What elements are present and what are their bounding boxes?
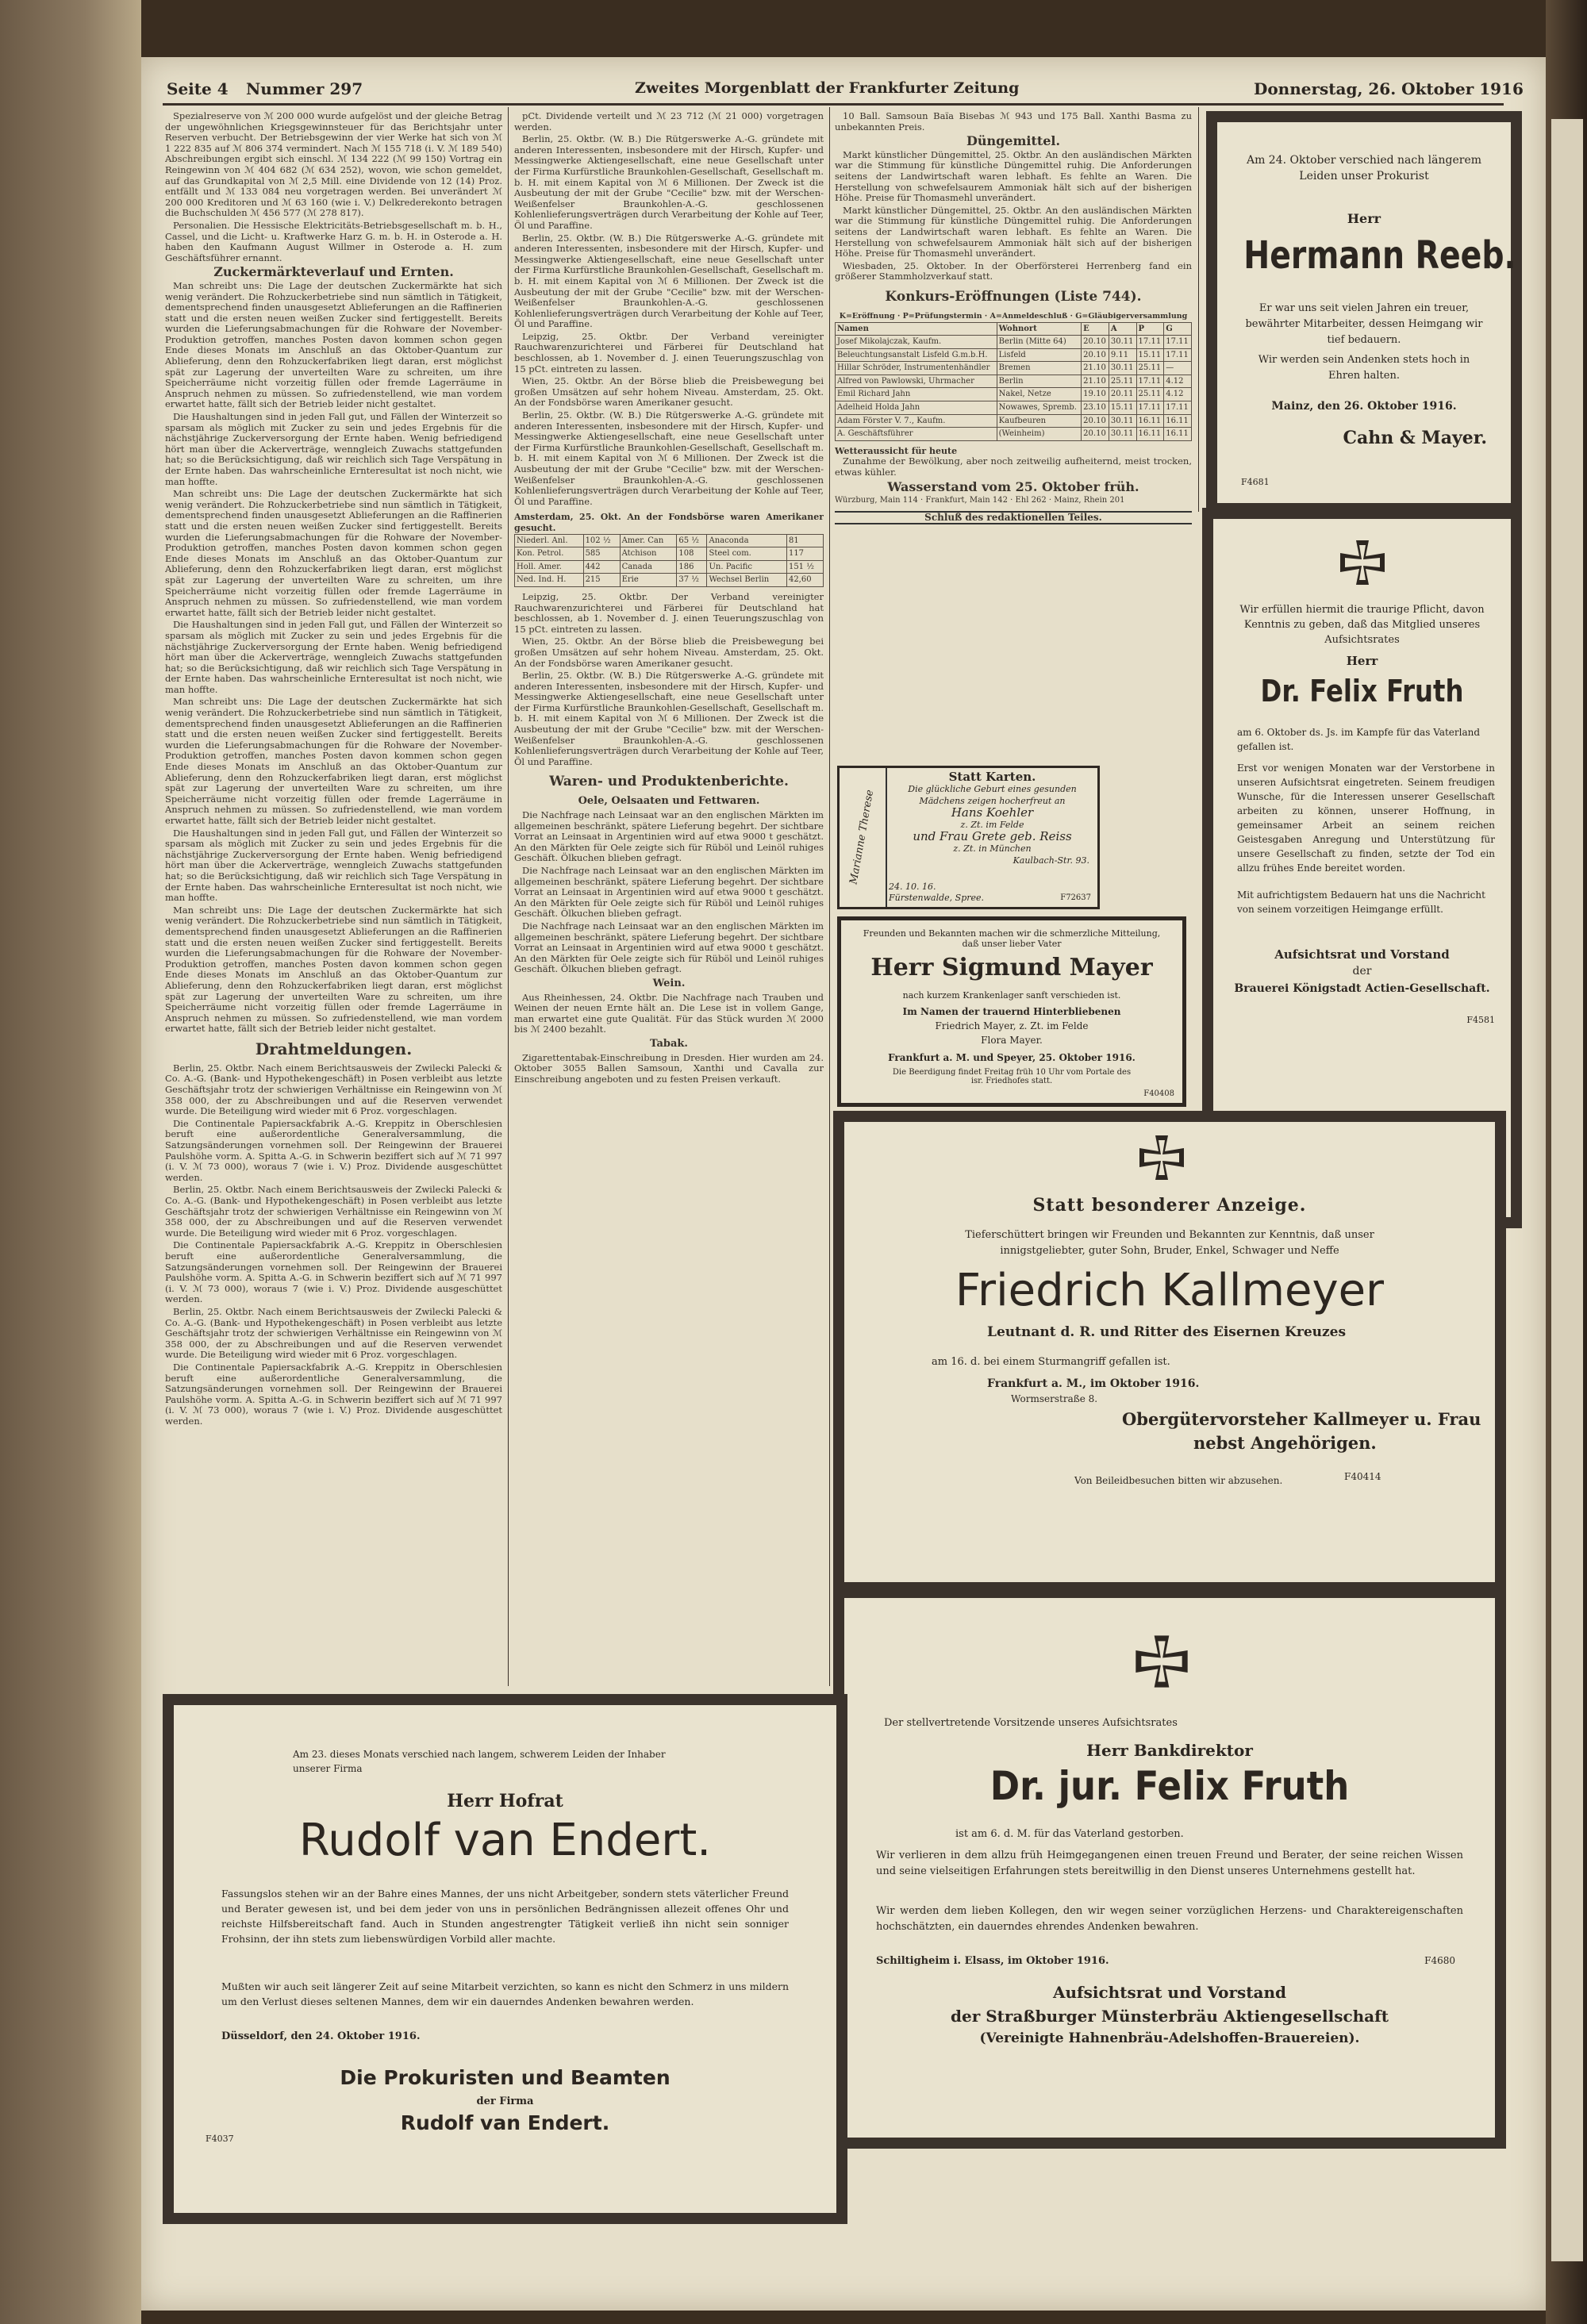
table-cell: 442: [583, 560, 620, 574]
table-cell: Nakel, Netze: [997, 388, 1082, 401]
table-cell: 17.11: [1136, 401, 1164, 415]
table-row: [515, 574, 824, 587]
ad-text: Von Beileidbesuchen bitten wir abzusehen.: [1074, 1475, 1283, 1486]
article: Die Continentale Papiersackfabrik A.-G. Kreppitz in Oberschlesien beruft eine außerordentliche Generalversammlung, die Satzungsänderungen vornehmen soll. Der Reingewinn der Brauerei Paulshöhe vorm. A. Spitta A.-G. in Schwerin beziffert sich auf ℳ 71 997 (i. V. ℳ 73 000), woraus 7 (wie i. V.) Proz. Dividende ausgeschüttet werden.: [165, 1239, 502, 1305]
table-cell: 16.11: [1136, 414, 1164, 428]
article: Die Nachfrage nach Leinsaat war an den englischen Märkten im allgemeinen beschränkt, spätere Lieferung begehrt. Der sichtbare Vorrat an Leinsaat in Argentinien wird auf etwa 9000 t geschätzt. An den Märkten für Oele zeigte sich für Rüböl und Leinöl ruhiges Geschäft. Ölkuchen blieben gefragt.: [514, 920, 824, 975]
section-heading: Düngemittel.: [966, 133, 1061, 149]
table-cell: 20.10: [1082, 348, 1109, 362]
article: Wien, 25. Oktbr. An der Börse blieb die Preisbewegung bei großen Umsätzen auf sehr hohem Niveau. Amsterdam, 25. Okt. An der Fondsbörse waren Amerikaner gesucht.: [514, 375, 824, 409]
deceased-rank: Leutnant d. R. und Ritter des Eisernen Kreuzes: [987, 1324, 1347, 1340]
ad-place-date: Schiltigheim i. Elsass, im Oktober 1916.: [876, 1955, 1109, 1967]
table-cell: Adam Förster V. 7., Kaufm.: [836, 414, 997, 428]
table-cell: Emil Richard Jahn: [836, 388, 997, 401]
section-heading: Waren- und Produktenberichte.: [549, 774, 789, 790]
ad-text: am 16. d. bei einem Sturmangriff gefallen ist.: [932, 1356, 1170, 1368]
water-level-values: Würzburg, Main 114 · Frankfurt, Main 142 · Ehl 262 · Mainz, Rhein 201: [835, 496, 1125, 505]
table-header-cell: A: [1109, 322, 1136, 336]
ad-text: unserer Firma: [293, 1763, 363, 1774]
ad-text: Freunden und Bekannten machen wir die schmerzliche Mitteilung, daß unser lieber Vater: [863, 928, 1161, 949]
ad-text: Die Beerdigung findet Freitag früh 10 Uhr vom Portale des isr. Friedhofes statt.: [892, 1068, 1132, 1085]
baby-name: Marianne Therese: [847, 789, 877, 885]
ad-address: Kaulbach-Str. 93.: [1013, 855, 1089, 866]
table-cell: 23.10: [1082, 401, 1109, 415]
ad-text: Im Namen der trauernd Hinterbliebenen: [902, 1006, 1121, 1017]
signatory: Aufsichtsrat und Vorstand: [1052, 1983, 1286, 2002]
ad-text: Herr Bankdirektor: [1086, 1741, 1253, 1760]
table-cell: Wechsel Berlin: [707, 574, 786, 587]
water-level-title: Wasserstand vom 25. Oktober früh.: [887, 478, 1139, 494]
table-cell: 30.11: [1109, 362, 1136, 375]
mayer-obituary: [837, 916, 1186, 1107]
article: Berlin, 25. Oktbr. (W. B.) Die Rütgerswerke A.-G. gründete mit anderen Interessenten, insbesondere mit der Hirsch, Kupfer- und Messingwerke Aktiengesellschaft, eine neue Gesellschaft unter der Firma Kurfürstliche Braunkohlen-Gesellschaft, Gesellschaft m. b. H. mit einem Kapital von ℳ 6 Millionen. Der Zweck ist die Ausbeutung der mit der Grube "Cecilie" bzw. mit der Werschen-Weißenfelser Braunkohlen-A.-G. geschlossenen Kohlenlieferungsverträgen durch Verarbeitung der Kohle auf Teer, Öl und Paraffine.: [514, 409, 824, 507]
table-cell: 186: [677, 560, 707, 574]
page-header: [159, 79, 1524, 102]
article: Berlin, 25. Oktbr. Nach einem Berichtsausweis der Zwilecki Palecki & Co. A.-G. (Bank- und Hypothekengeschäft) in Posen verbleibt aus letzte Geschäftsjahr trotz der schwierigen Verhältnisse ein Reingewinn von ℳ 358 000, der zu Abschreibungen und auf die Reserven verwendet wurde. Die Beteiligung wird wieder mit 6 Proz. vorgeschlagen.: [165, 1184, 502, 1239]
table-cell: Beleuchtungsanstalt Lisfeld G.m.b.H.: [836, 348, 997, 362]
issue-number: Nummer 297: [246, 79, 363, 98]
table-cell: 21.10: [1082, 375, 1109, 388]
table-cell: (Weinheim): [997, 428, 1082, 441]
header-rule: [163, 103, 1504, 106]
table-header-cell: G: [1164, 322, 1192, 336]
table-cell: Un. Pacific: [707, 560, 786, 574]
ad-code: F40408: [1143, 1089, 1174, 1098]
table-cell: A. Geschäftsführer: [836, 428, 997, 441]
table-row: [836, 336, 1192, 349]
ad-text: z. Zt. in München: [953, 843, 1032, 854]
table-cell: 20.10: [1082, 336, 1109, 349]
ad-place-date: Düsseldorf, den 24. Oktober 1916.: [221, 2030, 421, 2042]
column-rule: [829, 107, 830, 1686]
table-cell: Bremen: [997, 362, 1082, 375]
reeb-obituary: [1206, 111, 1522, 514]
iron-cross-icon: [1134, 1634, 1189, 1689]
fruth-obituary-muensterbraeu: [833, 1587, 1506, 2149]
table-cell: 20.10: [1082, 428, 1109, 441]
ad-text: Der stellvertretende Vorsitzende unseres Aufsichtsrates: [884, 1717, 1178, 1729]
ad-text: Fassungslos stehen wir an der Bahre eines Mannes, der uns nicht Arbeitgeber, sondern stets väterlicher Freund und Berater gewesen ist, und bei dem jeder von uns in persönlichen Bedrängnissen allezeit offenes Ohr und reichste Hilfsbereitschaft fand. Auch in Stunden angestrengter Tätigkeit verließ ihn nicht sein sonniger Frohsinn, der ihn stets zum liebenswürdigen Vorbild aller machte.: [221, 1888, 789, 1945]
ad-text: Wir erfüllen hiermit die traurige Pflicht, davon Kenntnis zu geben, daß das Mitglied unseres Aufsichtsrates: [1239, 604, 1485, 646]
signatory: Aufsichtsrat und Vorstand: [1274, 947, 1450, 962]
deceased-name: Hermann Reeb.: [1243, 233, 1516, 278]
ad-place-date: Mainz, den 26. Oktober 1916.: [1271, 400, 1457, 413]
ad-text: Mit aufrichtigstem Bedauern hat uns die Nachricht von seinem vorzeitigen Heimgange erfüllt.: [1237, 889, 1485, 915]
table-cell: 108: [677, 547, 707, 561]
ad-text: Am 24. Oktober verschied nach längerem: [1246, 154, 1482, 167]
signatory: Die Prokuristen und Beamten: [340, 2066, 671, 2089]
table-cell: 15.11: [1136, 348, 1164, 362]
signatory: der Straßburger Münsterbräu Aktiengesellschaft: [951, 2007, 1389, 2026]
table-cell: Adelheid Holda Jahn: [836, 401, 997, 415]
article: Personalien. Die Hessische Elektricitäts-Betriebsgesellschaft m. b. H., Cassel, und die Licht- u. Kraftwerke Harz G. m. b. H. in Osterode a. H. haben den Kaufmann August Willmer in Osterode a. H. zum Geschäftsführer ernannt.: [165, 219, 502, 263]
table-cell: 17.11: [1136, 375, 1164, 388]
deceased-name: Herr Sigmund Mayer: [870, 954, 1153, 981]
table-cell: 16.11: [1136, 428, 1164, 441]
table-cell: Niederl. Anl.: [515, 534, 584, 547]
table-cell: Berlin: [997, 375, 1082, 388]
table-row: [836, 362, 1192, 375]
ad-text: Leiden unser Prokurist: [1299, 170, 1429, 182]
konkurs-table: [835, 322, 1192, 441]
ad-text: Flora Mayer.: [981, 1035, 1043, 1046]
article: Man schreibt uns: Die Lage der deutschen Zuckermärkte hat sich wenig verändert. Die Rohzuckerbetriebe sind nun sämtlich in Tätigkeit, dementsprechend finden unausgesetzt Ablieferungen an die Raffinerien statt und die ersten neuen weißen Zucker sind fertiggestellt. Bereits wurden die Lieferungsabmachungen für die Rohware der November-Produktion getroffen, manches Posten davon kommen schon gegen Ende dieses Monats im Anschluß an das Oktober-Quantum zur Ablieferung, denn den Rohzuckerfabriken liegt daran, erst möglichst spät zur Lagerung der unverteilten Ware zu schreiten, um ihre Speicherräume nicht vorzeitig füllen oder fremde Lagerräume in Anspruch nehmen zu müssen. So zufriedenstellend, wie man vordem erwartet hatte, fällt sich der Betrieb leider nicht gestaltet.: [165, 904, 502, 1035]
ad-text: Mädchens zeigen hocherfreut an: [919, 796, 1066, 806]
ad-text: Die glückliche Geburt eines gesunden: [908, 784, 1077, 794]
ad-title: Statt Karten.: [948, 770, 1036, 784]
column-rule: [1198, 107, 1199, 512]
table-cell: 16.11: [1164, 414, 1192, 428]
ad-place: Fürstenwalde, Spree.: [889, 893, 985, 903]
ad-code: F4681: [1241, 477, 1270, 487]
book-binding: [0, 0, 141, 2324]
signatory: der: [1352, 965, 1372, 978]
section-heading: Zuckermärkteverlauf und Ernten.: [213, 264, 454, 280]
sub-heading: Oele, Oelsaaten und Fettwaren.: [578, 795, 760, 808]
table-cell: 30.11: [1109, 428, 1136, 441]
endert-obituary: [163, 1694, 847, 2224]
article: Berlin, 25. Oktbr. (W. B.) Die Rütgerswerke A.-G. gründete mit anderen Interessenten, insbesondere mit der Hirsch, Kupfer- und Messingwerke Aktiengesellschaft, eine neue Gesellschaft unter der Firma Kurfürstliche Braunkohlen-Gesellschaft, Gesellschaft m. b. H. mit einem Kapital von ℳ 6 Millionen. Der Zweck ist die Ausbeutung der mit der Grube "Cecilie" bzw. mit der Werschen-Weißenfelser Braunkohlen-A.-G. geschlossenen Kohlenlieferungsverträgen durch Verarbeitung der Kohle auf Teer, Öl und Paraffine.: [514, 133, 824, 231]
article: Berlin, 25. Oktbr. (W. B.) Die Rütgerswerke A.-G. gründete mit anderen Interessenten, insbesondere mit der Hirsch, Kupfer- und Messingwerke Aktiengesellschaft, eine neue Gesellschaft unter der Firma Kurfürstliche Braunkohlen-Gesellschaft, Gesellschaft m. b. H. mit einem Kapital von ℳ 6 Millionen. Der Zweck ist die Ausbeutung der mit der Grube "Cecilie" bzw. mit der Werschen-Weißenfelser Braunkohlen-A.-G. geschlossenen Kohlenlieferungsverträgen durch Verarbeitung der Kohle auf Teer, Öl und Paraffine.: [514, 232, 824, 330]
ad-text: Herr Hofrat: [447, 1791, 563, 1811]
table-cell: Steel com.: [707, 547, 786, 561]
ad-code: F40414: [1344, 1471, 1381, 1482]
ad-date: 24. 10. 16.: [889, 882, 936, 892]
table-cell: 19.10: [1082, 388, 1109, 401]
paper-title: Zweites Morgenblatt der Frankfurter Zeitung: [635, 79, 1020, 97]
sub-heading: Wein.: [652, 977, 686, 989]
quotes-title: Amsterdam, 25. Okt. An der Fondsbörse waren Amerikaner gesucht.: [514, 512, 824, 533]
article: Die Haushaltungen sind in jeden Fall gut, und Fällen der Winterzeit so sparsam als möglich mit Zucker zu sein und jedes Ergebnis für die nächstjährige Zuckerversorgung der Ernte haben. Wenig befriedigend hört man über die Ackerverträge, wenngleich Zuwachs stattgefunden hat; so die Berücksichtigung, daß wir reichlich sich Tage Verspätung in der Ernte haben. Das wahrscheinliche Ernteresultat ist noch nicht, wie man hoffte.: [165, 619, 502, 695]
table-row: [515, 560, 824, 574]
article: Man schreibt uns: Die Lage der deutschen Zuckermärkte hat sich wenig verändert. Die Rohzuckerbetriebe sind nun sämtlich in Tätigkeit, dementsprechend finden unausgesetzt Ablieferungen an die Raffinerien statt und die ersten neuen weißen Zucker sind fertiggestellt. Bereits wurden die Lieferungsabmachungen für die Rohware der November-Produktion getroffen, manches Posten davon kommen schon gegen Ende dieses Monats im Anschluß an das Oktober-Quantum zur Ablieferung, denn den Rohzuckerfabriken liegt daran, erst möglichst spät zur Lagerung der unverteilten Ware zu schreiten, um ihre Speicherräume nicht vorzeitig füllen oder fremde Lagerräume in Anspruch nehmen zu müssen. So zufriedenstellend, wie man vordem erwartet hatte, fällt sich der Betrieb leider nicht gestaltet.: [165, 279, 502, 410]
table-header-cell: P: [1136, 322, 1164, 336]
table-cell: 25.11: [1109, 375, 1136, 388]
ad-address: Wormserstraße 8.: [1011, 1393, 1098, 1404]
article: pCt. Dividende verteilt und ℳ 23 712 (ℳ 21 000) vorgetragen werden.: [514, 111, 824, 133]
ad-text: Tieferschüttert bringen wir Freunden und Bekannten zur Kenntnis, daß unser: [965, 1229, 1374, 1241]
ad-text: nach kurzem Krankenlager sanft verschieden ist.: [902, 990, 1121, 1001]
column-rule: [508, 107, 509, 1686]
article: Die Continentale Papiersackfabrik A.-G. Kreppitz in Oberschlesien beruft eine außerordentliche Generalversammlung, die Satzungsänderungen vornehmen soll. Der Reingewinn der Brauerei Paulshöhe vorm. A. Spitta A.-G. in Schwerin beziffert sich auf ℳ 71 997 (i. V. ℳ 73 000), woraus 7 (wie i. V.) Proz. Dividende ausgeschüttet werden.: [165, 1361, 502, 1427]
table-cell: 65 ½: [677, 534, 707, 547]
table-cell: Lisfeld: [997, 348, 1082, 362]
table-cell: Erie: [620, 574, 677, 587]
table-cell: 151 ½: [786, 560, 823, 574]
iron-cross-icon: [1339, 539, 1386, 586]
ad-text: Wir werden sein Andenken stets hoch in Ehren halten.: [1258, 354, 1470, 382]
page-number: Seite 4: [167, 79, 229, 98]
ad-text: Am 23. dieses Monats verschied nach langem, schwerem Leiden der Inhaber: [293, 1749, 666, 1760]
article: Die Nachfrage nach Leinsaat war an den englischen Märkten im allgemeinen beschränkt, spätere Lieferung begehrt. Der sichtbare Vorrat an Leinsaat in Argentinien wird auf etwa 9000 t geschätzt. An den Märkten für Oele zeigte sich für Rüböl und Leinöl ruhiges Geschäft. Ölkuchen blieben gefragt.: [514, 865, 824, 920]
deceased-name: Dr. Felix Fruth: [1260, 674, 1464, 709]
article: Zigarettentabak-Einschreibung in Dresden. Hier wurden am 24. Oktober 3055 Ballen Samsoun, Xanthi und Cavalla zur Einschreibung angeboten und zu festen Preisen verkauft.: [514, 1051, 824, 1085]
birth-announcement: [837, 766, 1100, 909]
table-row: [836, 414, 1192, 428]
table-cell: Kaufbeuren: [997, 414, 1082, 428]
article: Leipzig, 25. Oktbr. Der Verband vereinigter Rauchwarenzurichterei und Färberei für Deutschland hat beschlossen, ab 1. November d. J. einen Teuerungszuschlag von 15 pCt. eintreten zu lassen.: [514, 330, 824, 375]
table-cell: 25.11: [1136, 362, 1164, 375]
iron-cross-icon: [1138, 1134, 1185, 1181]
ad-place-date: Frankfurt a. M., im Oktober 1916.: [987, 1377, 1200, 1390]
ad-text: Herr: [1346, 654, 1378, 668]
signatory: Rudolf van Endert.: [400, 2111, 610, 2134]
table-cell: 21.10: [1082, 362, 1109, 375]
ad-text: Wir verlieren in dem allzu früh Heimgegangenen einen treuen Freund und Berater, der seine reichen Wissen und seine vielseitigen Erfahrungen stets bereitwillig in den Dienst unseres Unternehmens gestellt hat.: [876, 1850, 1463, 1877]
table-cell: Atchison: [620, 547, 677, 561]
weather-title: Wetteraussicht für heute: [835, 445, 958, 456]
article: Die Haushaltungen sind in jeden Fall gut, und Fällen der Winterzeit so sparsam als möglich mit Zucker zu sein und jedes Ergebnis für die nächstjährige Zuckerversorgung der Ernte haben. Wenig befriedigend hört man über die Ackerverträge, wenngleich Zuwachs stattgefunden hat; so die Berücksichtigung, daß wir reichlich sich Tage Verspätung in der Ernte haben. Das wahrscheinliche Ernteresultat ist noch nicht, wie man hoffte.: [165, 411, 502, 487]
table-cell: Nowawes, Spremb.: [997, 401, 1082, 415]
table-cell: Berlin (Mitte 64): [997, 336, 1082, 349]
table-cell: Amer. Can: [620, 534, 677, 547]
signatory: Obergütervorsteher Kallmeyer u. Frau: [1122, 1409, 1481, 1429]
editorial-end: Schluß des redaktionellen Teiles.: [835, 511, 1192, 525]
ad-text: ist am 6. d. M. für das Vaterland gestorben.: [955, 1828, 1184, 1840]
table-header-cell: Wohnort: [997, 322, 1082, 336]
table-header-cell: Namen: [836, 322, 997, 336]
article: Aus Rheinhessen, 24. Oktbr. Die Nachfrage nach Trauben und Weinen der neuen Ernte hält an. Die Lese ist in vollem Gange, man erwartet eine gute Qualität. Für das Stück wurden ℳ 2000 bis ℳ 2400 bezahlt.: [514, 991, 824, 1035]
ad-place-date: Frankfurt a. M. und Speyer, 25. Oktober 1916.: [888, 1052, 1135, 1063]
table-cell: 17.11: [1164, 348, 1192, 362]
article: Wiesbaden, 25. Oktober. In der Oberförsterei Herrenberg fand ein größerer Stammholzverkauf statt.: [835, 259, 1192, 282]
ad-code: F4680: [1424, 1955, 1455, 1966]
table-cell: Holl. Amer.: [515, 560, 584, 574]
amsterdam-quotes: [514, 512, 824, 587]
ad-code: F4581: [1466, 1015, 1495, 1025]
deceased-name: Dr. jur. Felix Fruth: [989, 1763, 1350, 1809]
ad-text: innigstgeliebter, guter Sohn, Bruder, Enkel, Schwager und Neffe: [1000, 1245, 1339, 1257]
table-cell: 9.11: [1109, 348, 1136, 362]
article: Man schreibt uns: Die Lage der deutschen Zuckermärkte hat sich wenig verändert. Die Rohzuckerbetriebe sind nun sämtlich in Tätigkeit, dementsprechend finden unausgesetzt Ablieferungen an die Raffinerien statt und die ersten neuen weißen Zucker sind fertiggestellt. Bereits wurden die Lieferungsabmachungen für die Rohware der November-Produktion getroffen, manches Posten davon kommen schon gegen Ende dieses Monats im Anschluß an das Oktober-Quantum zur Ablieferung, denn den Rohzuckerfabriken liegt daran, erst möglichst spät zur Lagerung der unverteilten Ware zu schreiten, um ihre Speicherräume nicht vorzeitig füllen oder fremde Lagerräume in Anspruch nehmen zu müssen. So zufriedenstellend, wie man vordem erwartet hatte, fällt sich der Betrieb leider nicht gestaltet.: [165, 696, 502, 826]
table-cell: Josef Mikolajczak, Kaufm.: [836, 336, 997, 349]
table-cell: 17.11: [1136, 336, 1164, 349]
article: Die Continentale Papiersackfabrik A.-G. Kreppitz in Oberschlesien beruft eine außerordentliche Generalversammlung, die Satzungsänderungen vornehmen soll. Der Reingewinn der Brauerei Paulshöhe vorm. A. Spitta A.-G. in Schwerin beziffert sich auf ℳ 71 997 (i. V. ℳ 73 000), woraus 7 (wie i. V.) Proz. Dividende ausgeschüttet werden.: [165, 1117, 502, 1183]
kallmeyer-obituary: [833, 1111, 1506, 1593]
table-cell: Kon. Petrol.: [515, 547, 584, 561]
firm-name: Cahn & Mayer.: [1343, 428, 1487, 448]
ad-text: Wir werden dem lieben Kollegen, den wir wegen seiner vorzüglichen Herzens- und Charaktereigenschaften hochschätzten, ein dauerndes ehrendes Andenken bewahren.: [876, 1905, 1463, 1933]
table-cell: 81: [786, 534, 823, 547]
article: Leipzig, 25. Oktbr. Der Verband vereinigter Rauchwarenzurichterei und Färberei für Deutschland hat beschlossen, ab 1. November d. J. einen Teuerungszuschlag von 15 pCt. eintreten zu lassen.: [514, 590, 824, 635]
signatory: Brauerei Königstadt Actien-Gesellschaft.: [1234, 982, 1490, 995]
table-cell: Canada: [620, 560, 677, 574]
section-heading: Konkurs-Eröffnungen (Liste 744).: [885, 288, 1142, 305]
table-row: [515, 547, 824, 561]
sub-heading: Tabak.: [650, 1037, 688, 1050]
section-heading: Drahtmeldungen.: [255, 1039, 413, 1058]
deceased-name: Friedrich Kallmeyer: [955, 1265, 1385, 1316]
ad-code: F4037: [206, 2134, 234, 2144]
signatory: nebst Angehörigen.: [1193, 1433, 1377, 1453]
table-header-cell: E: [1082, 322, 1109, 336]
column-3: [835, 111, 1192, 746]
article: Man schreibt uns: Die Lage der deutschen Zuckermärkte hat sich wenig verändert. Die Rohzuckerbetriebe sind nun sämtlich in Tätigkeit, dementsprechend finden unausgesetzt Ablieferungen an die Raffinerien statt und die ersten neuen weißen Zucker sind fertiggestellt. Bereits wurden die Lieferungsabmachungen für die Rohware der November-Produktion getroffen, manches Posten davon kommen schon gegen Ende dieses Monats im Anschluß an das Oktober-Quantum zur Ablieferung, denn den Rohzuckerfabriken liegt daran, erst möglichst spät zur Lagerung der unverteilten Ware zu schreiten, um ihre Speicherräume nicht vorzeitig füllen oder fremde Lagerräume in Anspruch nehmen zu müssen. So zufriedenstellend, wie man vordem erwartet hatte, fällt sich der Betrieb leider nicht gestaltet.: [165, 488, 502, 618]
article: Berlin, 25. Oktbr. Nach einem Berichtsausweis der Zwilecki Palecki & Co. A.-G. (Bank- und Hypothekengeschäft) in Posen verbleibt aus letzte Geschäftsjahr trotz der schwierigen Verhältnisse ein Reingewinn von ℳ 358 000, der zu Abschreibungen und auf die Reserven verwendet wurde. Die Beteiligung wird wieder mit 6 Proz. vorgeschlagen.: [165, 1062, 502, 1117]
issue-date: Donnerstag, 26. Oktober 1916: [1254, 79, 1524, 98]
article: Markt künstlicher Düngemittel, 25. Oktbr. An den ausländischen Märkten war die Stimmung für künstliche Düngemittel ruhig. Die Anforderungen seitens der Landwirtschaft waren lebhaft. Es fehlte an Waren. Die Herstellung von schwefelsaurem Ammoniak hält sich auf der bisherigen Höhe. Preise für Thomasmehl unverändert.: [835, 148, 1192, 204]
ad-title: Statt besonderer Anzeige.: [1032, 1195, 1307, 1216]
next-page-edge: [1551, 119, 1583, 2261]
table-cell: 4.12: [1164, 375, 1192, 388]
table-row: [836, 348, 1192, 362]
ad-code: F72637: [1060, 893, 1091, 902]
konkurs-legend: K=Eröffnung · P=Prüfungstermin · A=Anmeldeschluß · G=Gläubigerversammlung: [839, 311, 1188, 321]
table-cell: 30.11: [1109, 414, 1136, 428]
article: Markt künstlicher Düngemittel, 25. Oktbr. An den ausländischen Märkten war die Stimmung für künstliche Düngemittel ruhig. Die Anforderungen seitens der Landwirtschaft waren lebhaft. Es fehlte an Waren. Die Herstellung von schwefelsaurem Ammoniak hält sich auf der bisherigen Höhe. Preise für Thomasmehl unverändert.: [835, 204, 1192, 259]
mother-name: und Frau Grete geb. Reiss: [913, 829, 1072, 843]
ad-text: Erst vor wenigen Monaten war der Verstorbene in unseren Aufsichtsrat eingetreten. Seinem freudigen Wunsche, für die Interessen unserer Gesellschaft arbeiten zu können, unserer Hoffnung, in gemeinsamer Arbeit an seinem reichen Geistesgaben Anregung und Unterstützung für unsere Gesellschaft zu finden, setzte der Tod ein allzu frühes Ende bereitet worden.: [1237, 763, 1495, 874]
table-cell: 42,60: [786, 574, 823, 587]
ad-text: z. Zt. im Felde: [960, 820, 1024, 830]
table-cell: 102 ½: [583, 534, 620, 547]
table-cell: 20.10: [1082, 414, 1109, 428]
table-row: [836, 375, 1192, 388]
table-cell: 585: [583, 547, 620, 561]
table-cell: 20.11: [1109, 388, 1136, 401]
table-cell: 4.12: [1164, 388, 1192, 401]
ad-text: Friedrich Mayer, z. Zt. im Felde: [935, 1020, 1089, 1031]
column-2: [514, 111, 824, 1690]
table-row: [836, 401, 1192, 415]
article: Berlin, 25. Oktbr. (W. B.) Die Rütgerswerke A.-G. gründete mit anderen Interessenten, insbesondere mit der Hirsch, Kupfer- und Messingwerke Aktiengesellschaft, eine neue Gesellschaft unter der Firma Kurfürstliche Braunkohlen-Gesellschaft, Gesellschaft m. b. H. mit einem Kapital von ℳ 6 Millionen. Der Zweck ist die Ausbeutung der mit der Grube "Cecilie" bzw. mit der Werschen-Weißenfelser Braunkohlen-A.-G. geschlossenen Kohlenlieferungsverträgen durch Verarbeitung der Kohle auf Teer, Öl und Paraffine.: [514, 670, 824, 767]
table-cell: 17.11: [1164, 336, 1192, 349]
article: Die Nachfrage nach Leinsaat war an den englischen Märkten im allgemeinen beschränkt, spätere Lieferung begehrt. Der sichtbare Vorrat an Leinsaat in Argentinien wird auf etwa 9000 t geschätzt. An den Märkten für Oele zeigte sich für Rüböl und Leinöl ruhiges Geschäft. Ölkuchen blieben gefragt.: [514, 809, 824, 864]
table-cell: 37 ½: [677, 574, 707, 587]
deceased-name: Rudolf van Endert.: [298, 1815, 712, 1866]
table-cell: —: [1164, 362, 1192, 375]
quotes-table: [514, 534, 824, 587]
table-row: [836, 428, 1192, 441]
table-cell: Ned. Ind. H.: [515, 574, 584, 587]
table-cell: Alfred von Pawlowski, Uhrmacher: [836, 375, 997, 388]
father-name: Hans Koehler: [951, 805, 1034, 820]
column-1: [165, 111, 502, 1690]
weather-text: Zunahme der Bewölkung, aber noch zeitweilig aufheiternd, meist trocken, etwas kühler.: [835, 455, 1192, 478]
signatory: der Firma: [476, 2095, 534, 2107]
ad-text: Herr: [1347, 211, 1381, 226]
table-cell: Hillar Schröder, Instrumentenhändler: [836, 362, 997, 375]
ad-text: am 6. Oktober ds. Js. im Kampfe für das Vaterland gefallen ist.: [1237, 727, 1481, 752]
article: Berlin, 25. Oktbr. Nach einem Berichtsausweis der Zwilecki Palecki & Co. A.-G. (Bank- und Hypothekengeschäft) in Posen verbleibt aus letzte Geschäftsjahr trotz der schwierigen Verhältnisse ein Reingewinn von ℳ 358 000, der zu Abschreibungen und auf die Reserven verwendet wurde. Die Beteiligung wird wieder mit 6 Proz. vorgeschlagen.: [165, 1305, 502, 1361]
table-cell: 16.11: [1164, 428, 1192, 441]
table-cell: 117: [786, 547, 823, 561]
table-header-row: [836, 322, 1192, 336]
table-cell: 215: [583, 574, 620, 587]
article: Die Haushaltungen sind in jeden Fall gut, und Fällen der Winterzeit so sparsam als möglich mit Zucker zu sein und jedes Ergebnis für die nächstjährige Zuckerversorgung der Ernte haben. Wenig befriedigend hört man über die Ackerverträge, wenngleich Zuwachs stattgefunden hat; so die Berücksichtigung, daß wir reichlich sich Tage Verspätung in der Ernte haben. Das wahrscheinliche Ernteresultat ist noch nicht, wie man hoffte.: [165, 827, 502, 904]
ad-text: Er war uns seit vielen Jahren ein treuer, bewährter Mitarbeiter, dessen Heimgang wir tief bedauern.: [1245, 302, 1483, 346]
article: Spezialreserve von ℳ 200 000 wurde aufgelöst und der gleiche Betrag der ungewöhnlichen Kriegsgewinnsteuer für das Berichtsjahr unter Reserven verbucht. Der Betriebsgewinn der vier Werke hat sich von ℳ 1 222 835 auf ℳ 806 374 vermindert. Nach ℳ 155 718 (i. V. ℳ 189 540) Abschreibungen ergibt sich einschl. ℳ 134 222 (ℳ 99 150) Vortrag ein Reingewinn von ℳ 404 682 (ℳ 634 252), wovon, wie schon gemeldet, auf das Grundkapital von ℳ 2,5 Mill. eine Dividende von 12 (14) Proz. entfällt und ℳ 133 084 neu vorgetragen werden. Bei unverändert ℳ 200 000 Kreditoren und ℳ 63 160 (wie i. V.) Delkrederekonto betragen die Buchschulden ℳ 456 577 (ℳ 278 817).: [165, 111, 502, 219]
article: Wien, 25. Oktbr. An der Börse blieb die Preisbewegung bei großen Umsätzen auf sehr hohem Niveau. Amsterdam, 25. Okt. An der Fondsbörse waren Amerikaner gesucht.: [514, 636, 824, 669]
table-cell: 30.11: [1109, 336, 1136, 349]
table-cell: 25.11: [1136, 388, 1164, 401]
ad-text: Mußten wir auch seit längerer Zeit auf seine Mitarbeit verzichten, so kann es nicht den Schmerz in uns mildern um den Verlust dieses seltenen Mannes, dem wir ein dauerndes Andenken bewahren werden.: [221, 1980, 789, 2007]
table-cell: Anaconda: [707, 534, 786, 547]
table-cell: 15.11: [1109, 401, 1136, 415]
table-cell: 17.11: [1164, 401, 1192, 415]
table-row: [836, 388, 1192, 401]
article: 10 Ball. Samsoun Baïa Bisebas ℳ 943 und 175 Ball. Xanthi Basma zu unbekannten Preis.: [835, 111, 1192, 133]
signatory: (Vereinigte Hahnenbräu-Adelshoffen-Brauereien).: [979, 2030, 1360, 2046]
table-row: [515, 534, 824, 547]
